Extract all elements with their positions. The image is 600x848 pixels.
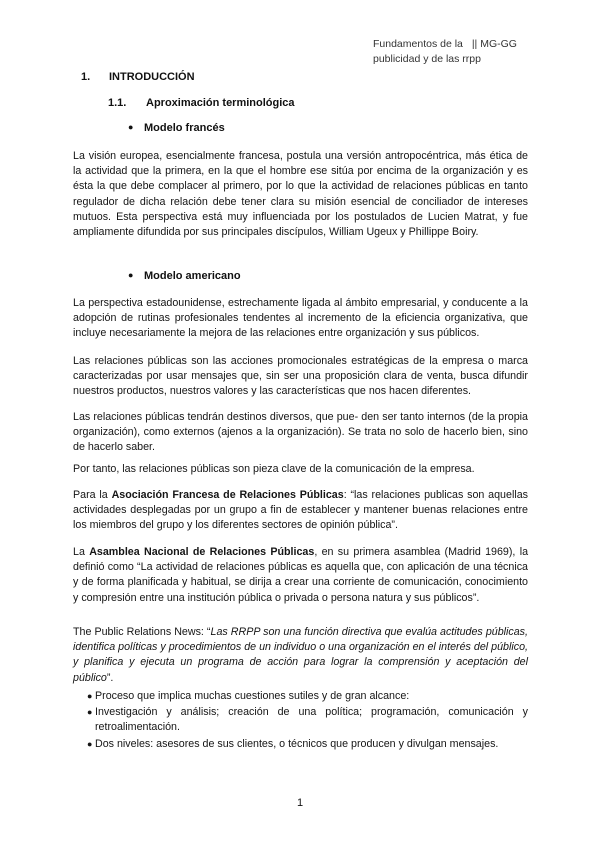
bullet-icon: ●: [128, 122, 134, 132]
text-segment: : “las relaciones publicas son aquellas actividades desplegadas por un grupo a fin de establecer y mantener buenas relaciones entre los miembros del grupo y los diferentes sectores de opinión pública”.: [73, 489, 528, 532]
section-title: Modelo americano: [144, 270, 241, 282]
subheading-aproximacion: [108, 97, 295, 109]
header-code: || MG-GG: [471, 38, 517, 50]
header-course-title: Fundamentos de la: [373, 38, 463, 50]
paragraph-american-2: Las relaciones públicas son las acciones promocionales estratégicas de la empresa o marca caracterizadas por usar mensajes que, sin ser una proposición clara de venta, busca difundir nuestros productos, nuestros valores y las características que nos hacen diferentes.: [73, 355, 528, 398]
heading-number: 1.: [81, 71, 91, 83]
list-item: [73, 689, 528, 704]
organization-name: Asociación Francesa de Relaciones Públicas: [111, 489, 344, 501]
text-segment: Para la: [73, 489, 112, 501]
bullet-icon: ●: [87, 707, 93, 718]
text-segment: , en su primera asamblea (Madrid 1969), la definió como “La actividad de relaciones públicas es aquella que, con aplicación de una técnica y de forma planificada y habitual, se dirija a crear una corriente de comunicación, conocimiento y compresión entre una institución pública o privada o persona natura y sus públicos”.: [73, 546, 529, 604]
heading-introduccion: [81, 71, 195, 83]
section-heading-modelo-frances: [128, 122, 225, 134]
heading-title: INTRODUCCIÓN: [109, 71, 195, 83]
subheading-title: Aproximación terminológica: [146, 97, 295, 109]
text-segment: La: [73, 546, 90, 558]
section-title: Modelo francés: [144, 122, 225, 134]
section-heading-modelo-americano: [128, 270, 241, 282]
list-item: [73, 737, 528, 752]
header-course-subtitle: publicidad y de las rrpp: [373, 53, 481, 65]
paragraph-american-3: Las relaciones públicas tendrán destinos diversos, que pue- den ser tanto internos (de la propia organización), como externos (ajenos a la organización). Se trata no solo de hacerlo bien, sino de hacerlo saber.: [73, 411, 528, 454]
bullet-list: [73, 689, 528, 753]
list-item-text: Dos niveles: asesores de sus clientes, o técnicos que producen y divulgan mensajes.: [95, 737, 499, 750]
running-header: [373, 37, 517, 67]
page-number: 1: [296, 797, 304, 809]
list-item-text: Proceso que implica muchas cuestiones sutiles y de gran alcance:: [95, 690, 410, 702]
list-item: [73, 705, 528, 735]
paragraph-asamblea-nacional: [73, 545, 528, 606]
paragraph-asociacion-francesa: [73, 488, 528, 534]
paragraph-american-4: Por tanto, las relaciones públicas son pieza clave de la comunicación de la empresa.: [73, 463, 475, 475]
paragraph-american-1: La perspectiva estadounidense, estrechamente ligada al ámbito empresarial, y conducente a la adopción de rutinas profesionales tendentes al incremento de la eficiencia organizativa, que incluye necesariamente la mejora de las relaciones entre organización y sus públicos.: [73, 297, 528, 340]
bullet-icon: ●: [128, 270, 134, 280]
bullet-icon: ●: [87, 691, 93, 701]
text-segment: ”.: [106, 671, 114, 684]
organization-name: Asamblea Nacional de Relaciones Públicas: [89, 546, 315, 558]
list-item-text: Investigación y análisis; creación de una política; programación, comunicación y retroalimentación.: [95, 706, 528, 734]
quote-text: Las RRPP son una función directiva que evalúa actitudes públicas, identifica políticas y procedimientos de un individuo o una organización en el interés del público, y planifica y ejecuta un programa de acción para lograr la comprensión y aceptación del público: [73, 626, 528, 684]
paragraph-public-relations-news: [73, 625, 528, 686]
paragraph-modelo-frances: La visión europea, esencialmente francesa, postula una versión antropocéntrica, más ética de la actividad que la primera, en la que el hombre ese sitúa por encima de la organización y es ésta la que debe complacer al primero, por lo que la actividad de relaciones públicas en tanto regulador de dicha relación debe tener clara su misión esencial de conciliador de intereses mutuos. Esta perspectiva está muy influenciada por los postulados de Lucien Matrat, y fue ampliamente difundida por sus principales discípulos, William Ugeux y Phillippe Boiry.: [73, 150, 528, 239]
bullet-icon: ●: [87, 738, 93, 749]
text-segment: The Public Relations News: “: [73, 626, 211, 638]
subheading-number: 1.1.: [108, 97, 127, 109]
